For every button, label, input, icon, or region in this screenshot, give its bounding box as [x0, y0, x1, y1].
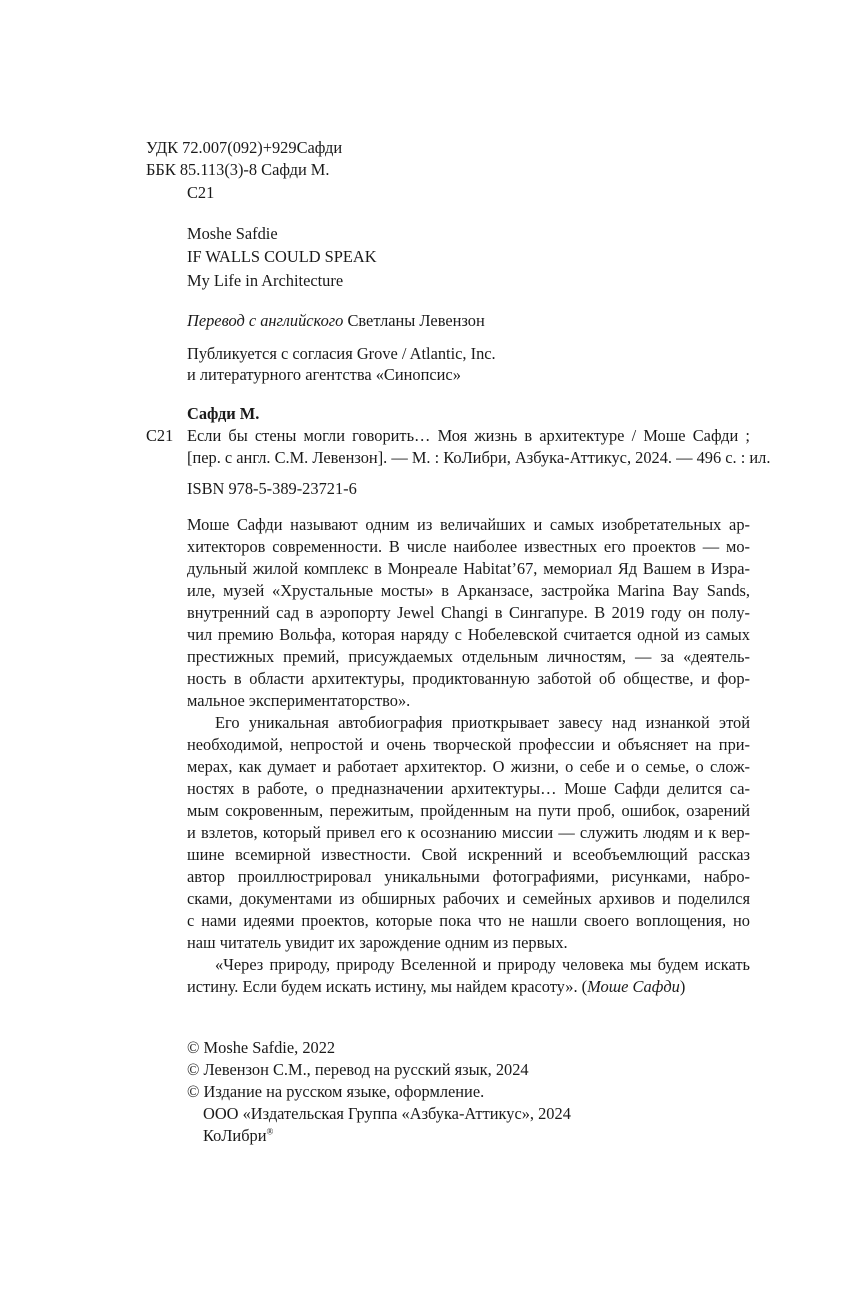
annotation-p2-line: автор проиллюстрировал уникальными фотографиями, рисунками, набро- [187, 867, 750, 886]
quote-line-2 [187, 976, 685, 998]
original-subtitle: My Life in Architecture [187, 271, 344, 290]
annotation-p2-line: ностях в работе, о предназначении архитектуры… Моше Сафди делится са- [187, 779, 750, 798]
annotation-p2-line: мым сокровенным, пережитым, пройденным на пути проб, ошибок, озарений [187, 801, 750, 820]
annotation-p1-line: престижных премий, присуждаемых отдельным личностям, — за «деятель- [187, 647, 750, 666]
quote-author: Моше Сафди [587, 977, 680, 996]
copyright-edition: © Издание на русском языке, оформление. [187, 1082, 485, 1101]
annotation-p2-line: и взлетов, который привел его к осознанию миссии — служить людям и к вер- [187, 823, 750, 842]
quote-text: истину. Если будем искать истину, мы найдем красоту». ( [187, 977, 588, 996]
annotation-p1-line: хитекторов современности. В числе наиболее известных его проектов — мо- [187, 537, 750, 556]
annotation-p1-line: иле, музей «Хрустальные мосты» в Арканзасе, застройка Marina Bay Sands, [187, 581, 750, 600]
translator-name: Светланы Левензон [343, 311, 485, 330]
translation-credit [187, 310, 485, 332]
annotation-p2-line: Его уникальная автобиография приоткрывает завесу над изнанкой этой [215, 713, 750, 732]
annotation-p2-line: необходимой, непростой и очень творческой профессии и объясняет на при- [187, 735, 750, 754]
annotation-p2-line: наш читатель увидит их зарождение одним из первых. [187, 933, 568, 952]
registered-mark: ® [266, 1126, 274, 1137]
quote-close: ) [679, 977, 686, 996]
permission-line-1: Публикуется с согласия Grove / Atlantic, Inc. [187, 344, 496, 363]
bib-mark: С21 [146, 426, 174, 445]
isbn: ISBN 978-5-389-23721-6 [187, 479, 357, 498]
annotation-p2-line: мерах, как думает и работает архитектор. О жизни, о себе и о семье, о слож- [187, 757, 750, 776]
bbk-code: ББК 85.113(3)-8 Сафди М. [146, 160, 330, 179]
udk-code: УДК 72.007(092)+929Сафди [146, 138, 343, 157]
annotation-p1-line: Моше Сафди называют одним из величайших и самых изобретательных ар- [187, 515, 750, 534]
annotation-p2-line: шине всемирной известности. Свой искренний и всеобъемлющий рассказ [187, 845, 750, 864]
annotation-p1-line: мальное экспериментаторство». [187, 691, 411, 710]
copyright-original: © Moshe Safdie, 2022 [187, 1038, 336, 1057]
copyright-publisher: ООО «Издательская Группа «Азбука-Аттикус», 2024 [203, 1104, 571, 1123]
quote-line-1: «Через природу, природу Вселенной и природу человека мы будем искать [215, 955, 750, 974]
bib-author-heading: Сафди М. [187, 404, 260, 423]
annotation-p2-line: с нами идеями проектов, которые пока что не нашли своего воплощения, но [187, 911, 750, 930]
permission-line-2: и литературного агентства «Синопсис» [187, 365, 461, 384]
bib-line-1: Если бы стены могли говорить… Моя жизнь в архитектуре / Моше Сафди ; [187, 426, 750, 445]
annotation-p1-line: внутренний сад в аэропорту Jewel Changi в Сингапуре. В 2019 году он полу- [187, 603, 750, 622]
bib-line-2: [пер. с англ. С.М. Левензон]. — М. : КоЛибри, Азбука-Аттикус, 2024. — 496 с. : ил. [187, 448, 771, 467]
brand-name: КоЛибри [203, 1126, 267, 1145]
translation-label: Перевод с английского [187, 311, 344, 330]
annotation-p2-line: сками, документами из обширных рабочих и семейных архивов и поделился [187, 889, 750, 908]
imprint-brand [203, 1125, 273, 1147]
annotation-p1-line: дульный жилой комплекс в Монреале Habitat’67, мемориал Яд Вашем в Изра- [187, 559, 750, 578]
author-mark: С21 [187, 183, 215, 202]
copyright-translation: © Левензон С.М., перевод на русский язык, 2024 [187, 1060, 529, 1079]
original-title: IF WALLS COULD SPEAK [187, 247, 377, 266]
annotation-p1-line: ность в области архитектуры, продиктованную заботой об обществе, и фор- [187, 669, 750, 688]
original-author: Moshe Safdie [187, 224, 278, 243]
annotation-p1-line: чил премию Вольфа, которая наряду с Нобелевской считается одной из самых [187, 625, 750, 644]
